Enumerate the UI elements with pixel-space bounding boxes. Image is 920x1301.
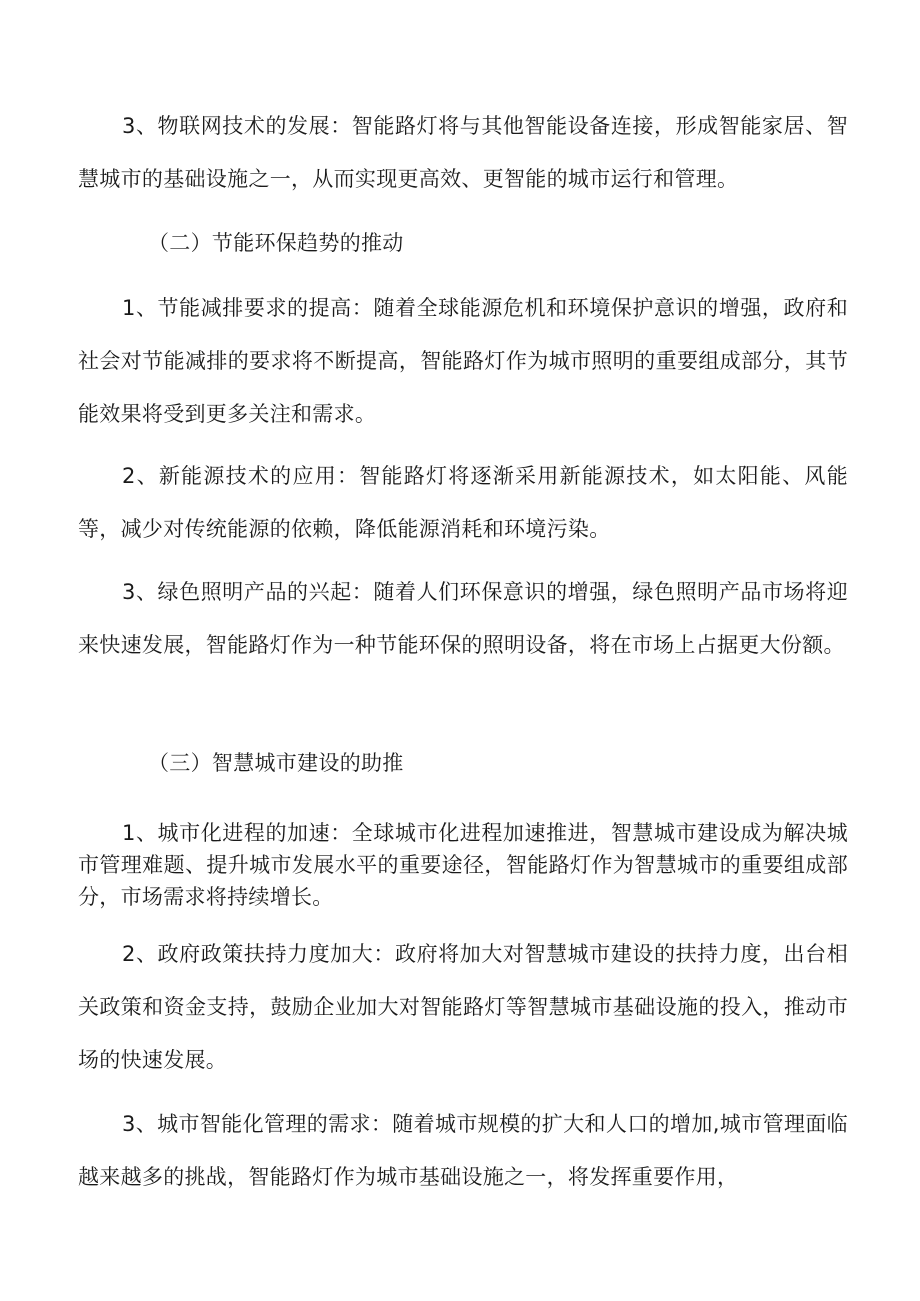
paragraph-emission-requirements: 1、节能减排要求的提高：随着全球能源危机和环境保护意识的增强，政府和社会对节能减排的要求将不断提高，智能路灯作为城市照明的重要组成部分，其节能效果将受到更多关注和需求。 — [78, 296, 848, 426]
paragraph-iot-development: 3、物联网技术的发展：智能路灯将与其他智能设备连接，形成智能家居、智慧城市的基础设施之一，从而实现更高效、更智能的城市运行和管理。 — [78, 114, 848, 191]
paragraph-green-lighting: 3、绿色照明产品的兴起：随着人们环保意识的增强，绿色照明产品市场将迎来快速发展，智能路灯作为一种节能环保的照明设备，将在市场上占据更大份额。 — [78, 580, 848, 657]
paragraph-new-energy-tech: 2、新能源技术的应用：智能路灯将逐渐采用新能源技术，如太阳能、风能等，减少对传统能源的依赖，降低能源消耗和环境污染。 — [78, 464, 848, 541]
paragraph-urbanization: 1、城市化进程的加速：全球城市化进程加速推进，智慧城市建设成为解决城市管理难题、提升城市发展水平的重要途径，智能路灯作为智慧城市的重要组成部分，市场需求将持续增长。 — [78, 821, 848, 909]
section-heading-smart-city: （三）智慧城市建设的助推 — [148, 751, 404, 775]
section-heading-energy-saving: （二）节能环保趋势的推动 — [148, 231, 404, 255]
paragraph-government-policy: 2、政府政策扶持力度加大：政府将加大对智慧城市建设的扶持力度，出台相关政策和资金支持，鼓励企业加大对智能路灯等智慧城市基础设施的投入，推动市场的快速发展。 — [78, 942, 848, 1072]
paragraph-smart-management: 3、城市智能化管理的需求：随着城市规模的扩大和人口的增加,城市管理面临越来越多的挑战，智能路灯作为城市基础设施之一，将发挥重要作用， — [78, 1112, 848, 1189]
